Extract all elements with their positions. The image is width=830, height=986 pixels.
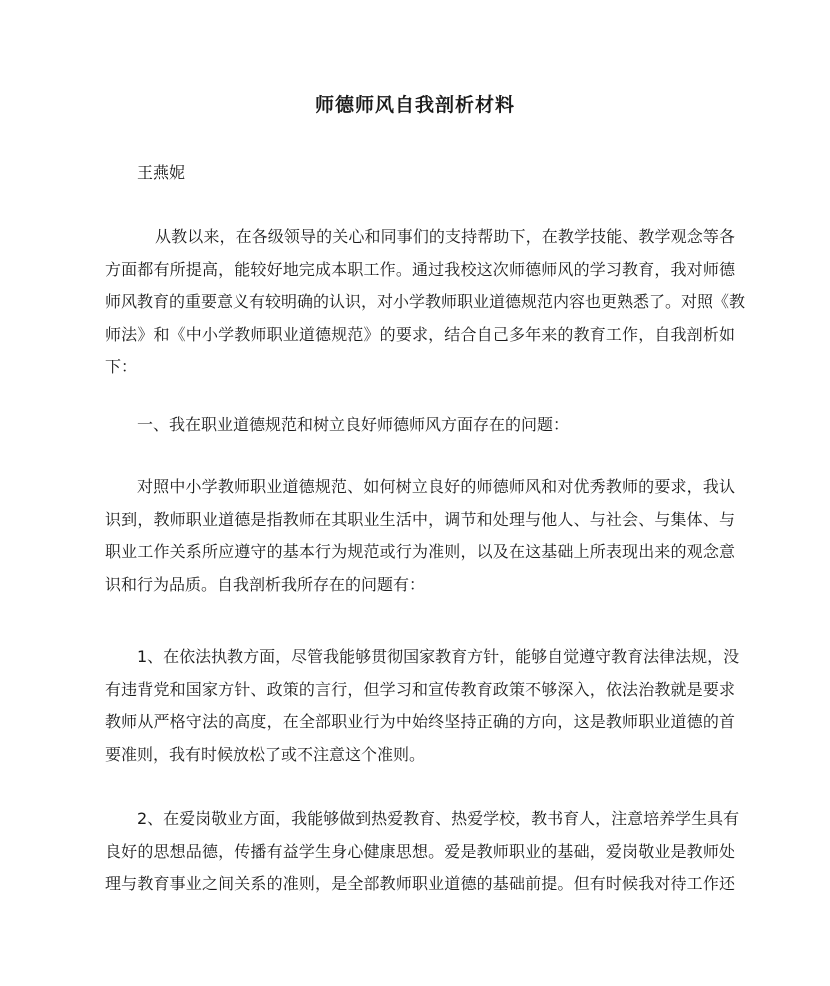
paragraph-problems	[105, 471, 735, 601]
paragraph-item-2	[105, 803, 740, 901]
paragraph-intro	[105, 221, 746, 384]
text-line: 良好的思想品德，传播有益学生身心健康思想。爱是教师职业的基础，爱岗敬业是教师处	[105, 841, 735, 861]
paragraph-item-1	[105, 641, 740, 771]
text-line: 职业工作关系所应遵守的基本行为规范或行为准则，以及在这基础上所表现出来的观念意	[105, 542, 735, 561]
text-line: 一、我在职业道德规范和树立良好师德师风方面存在的问题：	[137, 415, 570, 434]
text-line: 方面都有所提高，能较好地完成本职工作。通过我校这次师德师风的学习教育，我对师德	[105, 259, 735, 279]
section-heading-1	[105, 409, 735, 442]
document-title: 师德师风自我剖析材料	[314, 94, 515, 116]
text-line: 从教以来，在各级领导的关心和同事们的支持帮助下，在教学技能、教学观念等各	[155, 227, 735, 246]
author-name: 王燕妮	[137, 163, 186, 182]
text-line: 对照中小学教师职业道德规范、如何树立良好的师德师风和对优秀教师的要求，我认	[137, 477, 735, 496]
text-line: 要准则，我有时候放松了或不注意这个准则。	[105, 744, 426, 764]
text-line: 有违背党和国家方针、政策的言行，但学习和宣传教育政策不够深入，依法治教就是要求	[105, 679, 735, 699]
text-line: 理与教育事业之间关系的准则，是全部教师职业道德的基础前提。但有时候我对待工作还	[105, 874, 735, 893]
text-line: 1、在依法执教方面，尽管我能够贯彻国家教育方针，能够自觉遵守教育法律法规，没	[137, 647, 740, 666]
text-line: 教师从严格守法的高度，在全部职业行为中始终坚持正确的方向，这是教师职业道德的首	[105, 712, 735, 731]
text-line: 师法》和《中小学教师职业道德规范》的要求，结合自己多年来的教育工作，自我剖析如	[105, 324, 735, 344]
text-line: 下：	[105, 357, 138, 376]
text-line: 师风教育的重要意义有较明确的认识，对小学教师职业道德规范内容也更熟悉了。对照《教	[105, 292, 746, 311]
text-line: 识到，教师职业道德是指教师在其职业生活中，调节和处理与他人、与社会、与集体、与	[105, 509, 735, 529]
text-line: 2、在爱岗敬业方面，我能够做到热爱教育、热爱学校，教书育人，注意培养学生具有	[137, 809, 740, 828]
text-line: 识和行为品质。自我剖析我所存在的问题有：	[105, 574, 426, 594]
